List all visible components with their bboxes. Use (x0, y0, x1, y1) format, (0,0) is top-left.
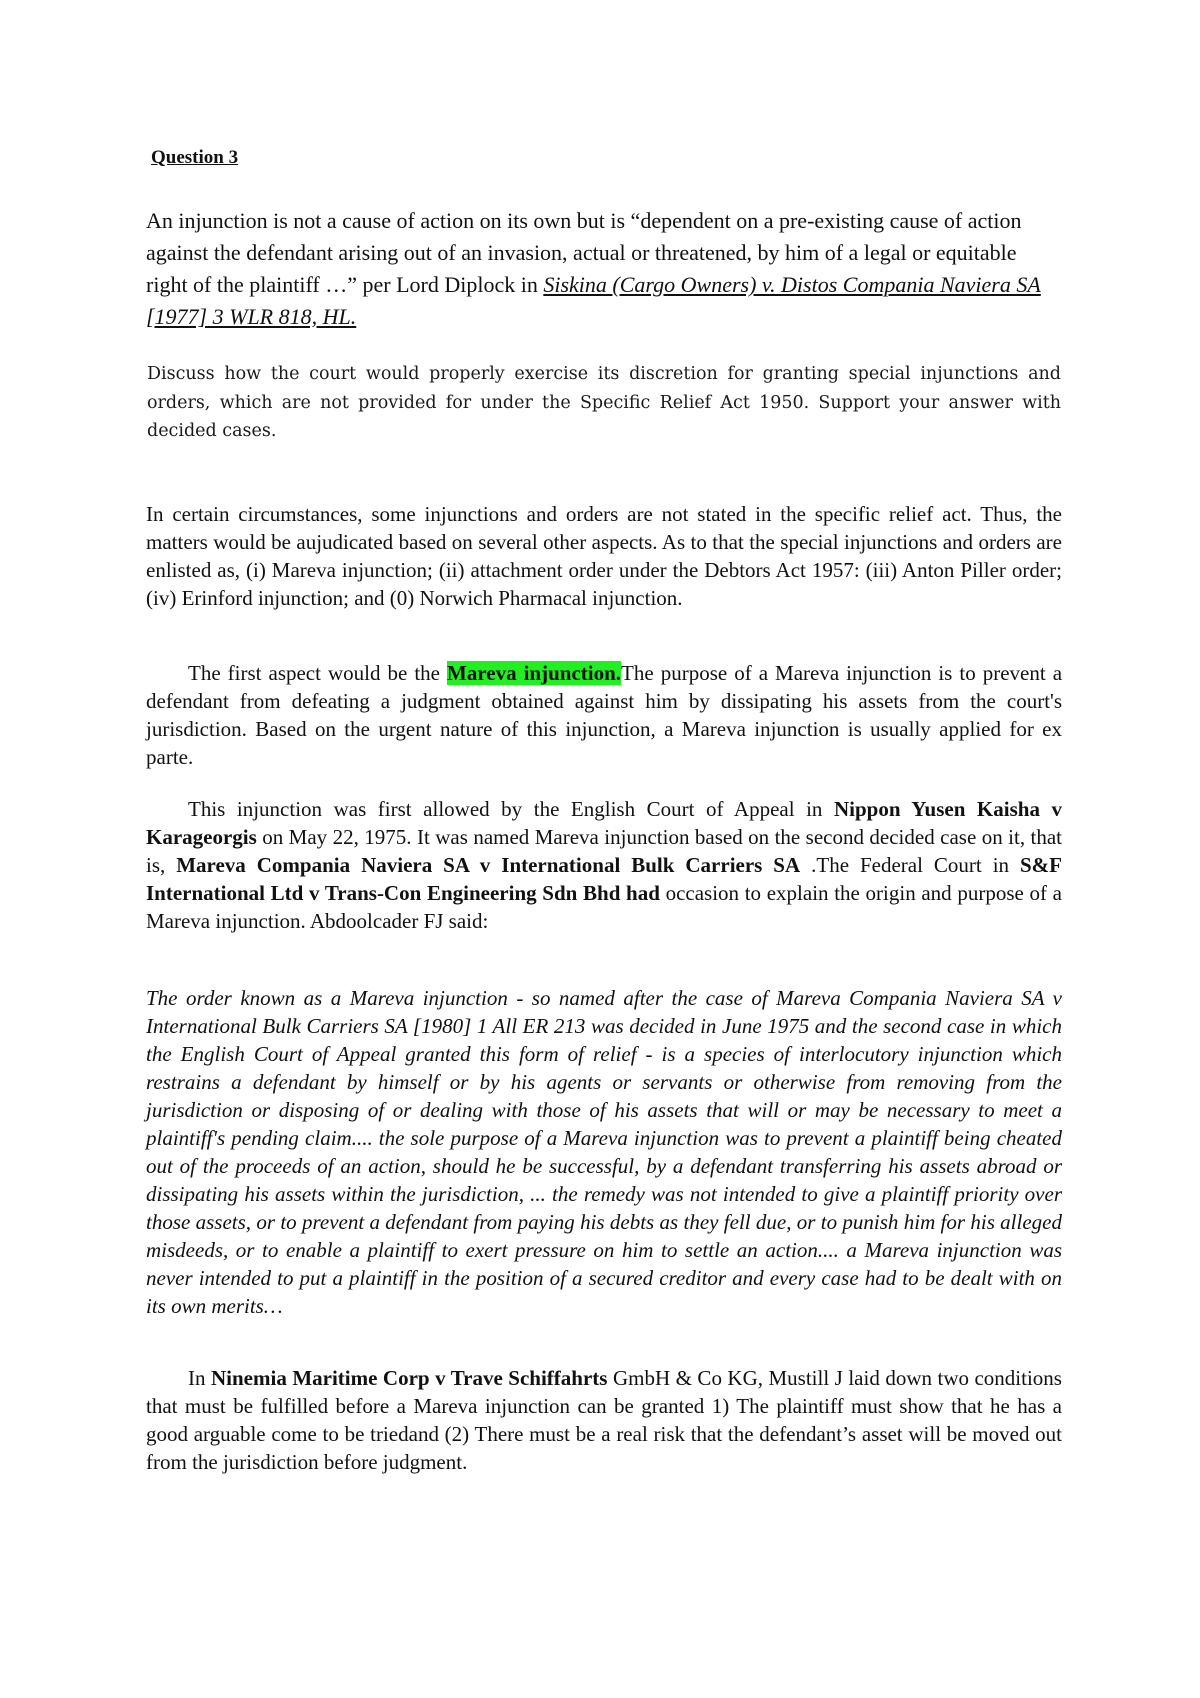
p3-text-b: on May 22, 1975. It was named Mareva injunction based on the second decided case on it, that is, (146, 825, 1062, 877)
case-name-nippon: Nippon Yusen Kaisha v Karageorgis (146, 797, 1062, 849)
intro-text: An injunction is not a cause of action on its own but is “dependent on a pre-existing cause of action against the defendant arising out of an invasion, actual or threatened, by him of a legal or equitable right of the plaintiff …” per Lord Diplock in (146, 208, 1022, 297)
p5-text-a: In (188, 1366, 211, 1390)
paragraph-mareva-origin (146, 795, 1062, 935)
highlight-mareva-injunction: Mareva injunction. (447, 661, 622, 685)
case-name-mareva: Mareva Compania Naviera SA v International Bulk Carriers SA (176, 853, 801, 877)
paragraph-overview: In certain circumstances, some injunctions and orders are not stated in the specific relief act. Thus, the matters would be aujudicated based on several other aspects. As to that the special injunctions and orders are enlisted as, (i) Mareva injunction; (ii) attachment order under the Debtors Act 1957: (iii) Anton Piller order; (iv) Erinford injunction; and (0) Norwich Pharmacal injunction. (146, 502, 1062, 610)
intro-paragraph (146, 205, 1062, 333)
p2-text-a: The first aspect would be the (188, 661, 447, 685)
question-title: Question 3 (151, 147, 239, 168)
paragraph-ninemia (146, 1364, 1062, 1476)
p2-text-b: The purpose of a Mareva injunction is to prevent a defendant from defeating a judgment obtained against him by dissipating his assets from the court's jurisdiction. Based on the urgent nature of this injunction, a Mareva injunction is usually applied for ex parte. (146, 661, 1063, 769)
p5-text-b: GmbH & Co KG, Mustill J laid down two conditions that must be fulfilled before a Mareva injunction can be granted 1) The plaintiff must show that he has a good arguable come to be triedand (2) There must be a real risk that the defendant’s asset will be moved out from the jurisdiction before judgment. (146, 1366, 1062, 1474)
p3-text-c: .The Federal Court in (800, 853, 1020, 877)
quote-block: The order known as a Mareva injunction - so named after the case of Mareva Compania Naviera SA v International Bulk Carriers SA [1980] 1 All ER 213 was decided in June 1975 and the second case in which the English Court of Appeal granted this form of relief - is a species of interlocutory injunction which restrains a defendant by himself or by his agents or servants or otherwise from removing from the jurisdiction or disposing of or dealing with those of his assets that will or may be necessary to meet a plaintiff's pending claim.... the sole purpose of a Mareva injunction was to prevent a plaintiff being cheated out of the proceeds of an action, should he be successful, by a defendant transferring his assets abroad or dissipating his assets within the jurisdiction, ... the remedy was not intended to give a plaintiff priority over those assets, or to prevent a defendant from paying his debts as they fell due, or to punish him for his alleged misdeeds, or to enable a plaintiff to exert pressure on him to settle an action.... a Mareva injunction was never intended to put a plaintiff in the position of a secured creditor and every case had to be dealt with on its own merits… (146, 986, 1062, 1318)
case-name-ninemia: Ninemia Maritime Corp v Trave Schiffahrts (211, 1366, 608, 1390)
intro-citation: Siskina (Cargo Owners) v. Distos Compania Naviera SA [1977] 3 WLR 818, HL. (146, 272, 1041, 329)
p3-text-a: This injunction was first allowed by the English Court of Appeal in (188, 797, 834, 821)
p3-text-d: occasion to explain the origin and purpose of a Mareva injunction. Abdoolcader FJ said: (146, 881, 1062, 933)
question-instruction: Discuss how the court would properly exercise its discretion for granting special injunctions and orders, which are not provided for under the Specific Relief Act 1950. Support your answer with decided cases. (147, 364, 1061, 441)
case-name-sf-international: S&F International Ltd v Trans-Con Engineering Sdn Bhd had (146, 853, 1062, 905)
paragraph-mareva-purpose (146, 659, 1062, 771)
